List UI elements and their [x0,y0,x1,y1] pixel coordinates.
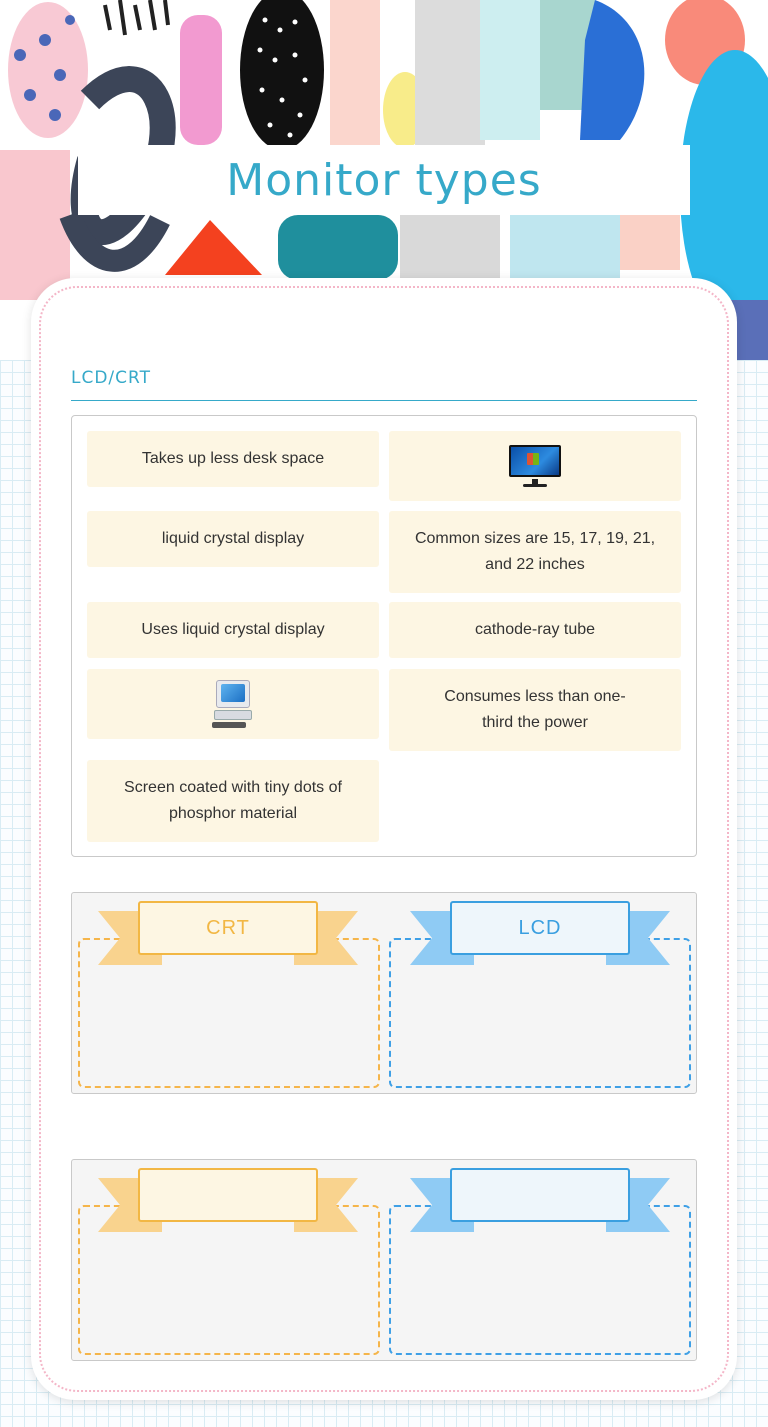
item-text: liquid crystal display [161,530,305,547]
draggable-item[interactable] [389,669,681,751]
draggable-item[interactable] [389,602,681,658]
draggable-item[interactable] [87,760,379,842]
section-title: LCD/CRT [71,368,697,401]
item-text: Takes up less desk space [141,450,325,467]
item-text: Common sizes are 15, 17, 19, 21, and 22 inches [414,530,656,573]
crt-computer-icon [210,678,256,730]
drop-group-2 [71,1159,697,1361]
item-text: cathode-ray tube [474,621,596,638]
draggable-items-box [71,415,697,857]
category-label-lcd: LCD [450,901,630,955]
category-label-crt: CRT [138,901,318,955]
draggable-item[interactable] [389,431,681,501]
ribbon-label-left [98,901,358,967]
lcd-monitor-icon [505,443,565,489]
item-text: Screen coated with tiny dots of phosphor material [124,779,342,822]
ribbon-label-left [98,1168,358,1234]
item-text: Uses liquid crystal display [141,621,325,638]
item-text: Consumes less than one-third the power [444,688,626,731]
draggable-item[interactable] [87,602,379,658]
draggable-item[interactable] [87,511,379,567]
page-title: Monitor types [226,154,542,206]
category-label-empty-left [138,1168,318,1222]
ribbon-label-right [410,1168,670,1234]
worksheet-card [31,278,737,1400]
draggable-item[interactable] [87,669,379,739]
title-banner [78,145,690,215]
draggable-item[interactable] [87,431,379,487]
drop-group-1 [71,892,697,1094]
ribbon-label-right [410,901,670,967]
category-label-empty-right [450,1168,630,1222]
draggable-item[interactable] [389,511,681,593]
